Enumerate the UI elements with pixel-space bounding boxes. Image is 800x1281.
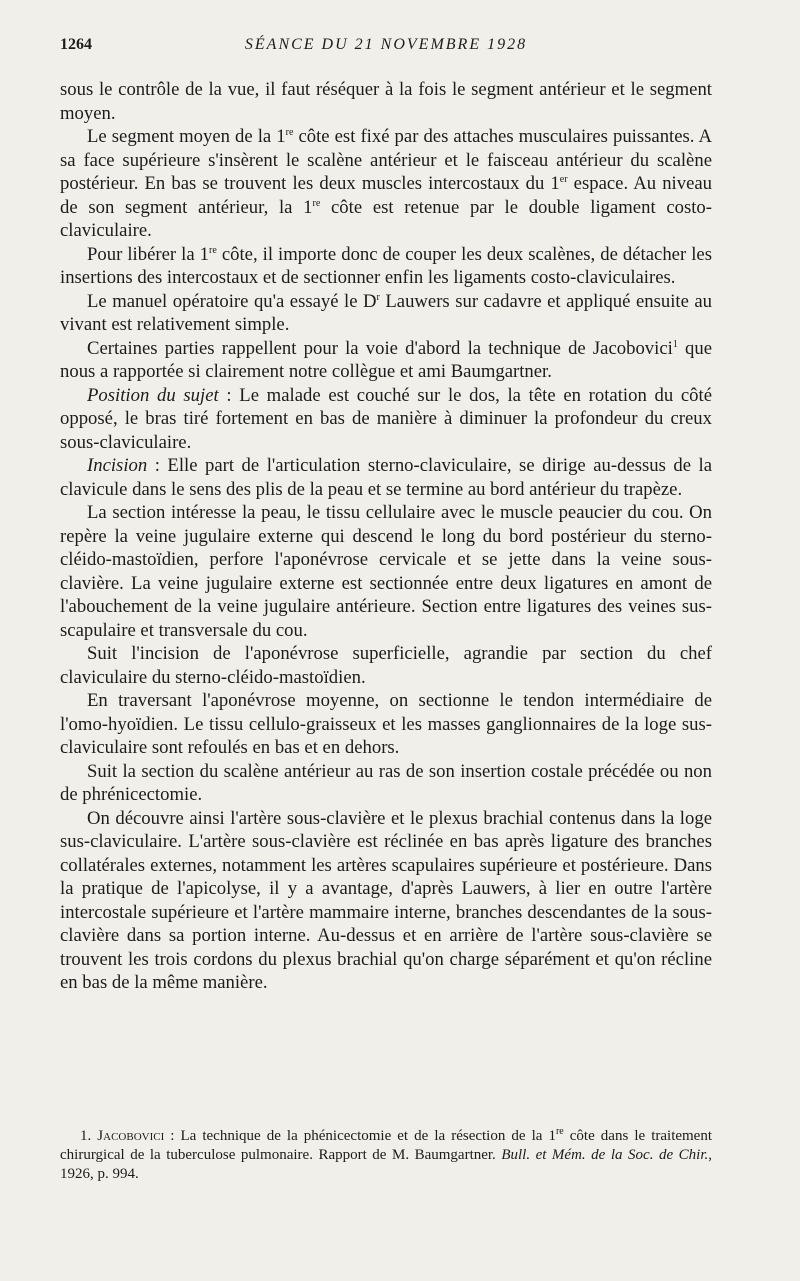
section-label: Position du sujet <box>87 384 219 406</box>
footnote-author: Jacobovici <box>97 1128 165 1144</box>
text: La section intéresse la peau, le tissu cellulaire avec le muscle peaucier du cou. On repère la veine jugulaire externe qui descend le long du bord postérieur du sterno-cléido-mastoïdien, perfore l'aponévrose cervicale et se jette dans la veine sous-clavière. La veine jugulaire externe est sectionnée entre deux ligatures en amont de l'abouchement de la veine jugulaire antérieure. Section entre ligatures des veines sus-scapulaire et transversale du cou. <box>60 502 712 641</box>
footnote-text: : La technique de la phénicectomie et de la résection de la 1 <box>164 1128 556 1144</box>
superscript: re <box>285 126 294 138</box>
paragraph <box>60 807 712 995</box>
text: Lauwers sur cadavre et appliqué ensuite au vivant est relativement simple. <box>60 290 713 335</box>
paragraph <box>60 642 712 689</box>
text: Suit la section du scalène antérieur au ras de son insertion costale précédée ou non de phrénicectomie. <box>60 760 712 805</box>
superscript: re <box>555 1126 564 1137</box>
text: En traversant l'aponévrose moyenne, on sectionne le tendon intermédiaire de l'omo-hyoïdien. Le tissu cellulo-graisseux et les masses ganglionnaires de la loge sus-claviculaire sont refoulés en bas et en dehors. <box>60 690 712 758</box>
text: Suit l'incision de l'aponévrose superficielle, agrandie par section du chef claviculaire du sterno-cléido-mastoïdien. <box>60 643 712 688</box>
text: : Le malade est couché sur le dos, la tête en rotation du côté opposé, le bras tiré fortement en bas de manière à diminuer la profondeur du creux sous-claviculaire. <box>60 384 712 453</box>
footnote-text: côte dans le traitement chirurgical de la tuberculose pulmonaire. Rapport de M. Baumgartner. <box>60 1128 713 1163</box>
paragraph <box>60 760 712 807</box>
footnote <box>60 1127 712 1184</box>
body-text <box>60 78 712 995</box>
paragraph <box>60 454 712 501</box>
paragraph <box>60 337 712 384</box>
paragraph <box>60 384 712 455</box>
text: Pour libérer la 1 <box>87 243 209 265</box>
text: : Elle part de l'articulation sterno-claviculaire, se dirige au-dessus de la clavicule dans le sens des plis de la peau et se termine au bord antérieur du trapèze. <box>60 455 712 500</box>
section-label: Incision <box>87 455 148 476</box>
text: côte, il importe donc de couper les deux scalènes, de détacher les insertions des intercostaux et de sectionner enfin les ligaments costo-claviculaires. <box>60 243 712 288</box>
paragraph <box>60 501 712 642</box>
paragraph <box>60 689 712 760</box>
footnote-number: 1. <box>80 1128 92 1144</box>
text: Le segment moyen de la 1 <box>87 126 286 147</box>
text: côte est retenue par le double ligament costo-claviculaire. <box>60 196 712 241</box>
superscript: er <box>559 173 568 185</box>
running-title: SÉANCE DU 21 NOVEMBRE 1928 <box>244 36 528 53</box>
text: espace. Au niveau de son segment antérieur, la 1 <box>60 173 712 218</box>
text: On découvre ainsi l'artère sous-clavière et le plexus brachial contenus dans la loge sus-claviculaire. L'artère sous-clavière est réclinée en bas après ligature des branches collatérales externes, notamment les artères scapulaires supérieure et postérieure. Dans la pratique de l'apicolyse, il y a avantage, d'après Lauwers, à lier en outre l'artère intercostale supérieure et l'artère mammaire interne, branches descendantes de la sous-clavière dans sa portion interne. Au-dessus et en arrière de l'artère sous-clavière se trouvent les trois cordons du plexus brachial qu'on charge séparément et qu'on récline en bas de la même manière. <box>60 807 712 993</box>
text: côte est fixé par des attaches musculaires puissantes. A sa face supérieure s'insèrent le scalène antérieur et le faisceau antérieur du scalène postérieur. En bas se trouvent les deux muscles intercostaux du 1 <box>60 126 712 194</box>
text: sous le contrôle de la vue, il faut réséquer à la fois le segment antérieur et le segment moyen. <box>60 79 712 124</box>
paragraph <box>60 78 712 125</box>
page-number: 1264 <box>60 36 92 53</box>
paragraph <box>60 243 712 290</box>
paragraph <box>60 125 712 243</box>
page-header <box>60 36 712 58</box>
paragraph <box>60 290 712 337</box>
text: Certaines parties rappellent pour la voie d'abord la technique de Jacobovici <box>87 337 673 359</box>
text: que nous a rapportée si clairement notre collègue et ami Baumgartner. <box>60 337 712 382</box>
footnote-ref: 1 <box>672 338 678 350</box>
journal-title: Bull. et Mém. de la Soc. de Chir. <box>501 1147 709 1163</box>
footnote-text: , 1926, p. 994. <box>60 1147 712 1182</box>
text: Le manuel opératoire qu'a essayé le D <box>87 290 377 312</box>
superscript: re <box>312 197 321 209</box>
superscript: re <box>209 244 217 256</box>
superscript: r <box>376 291 380 303</box>
